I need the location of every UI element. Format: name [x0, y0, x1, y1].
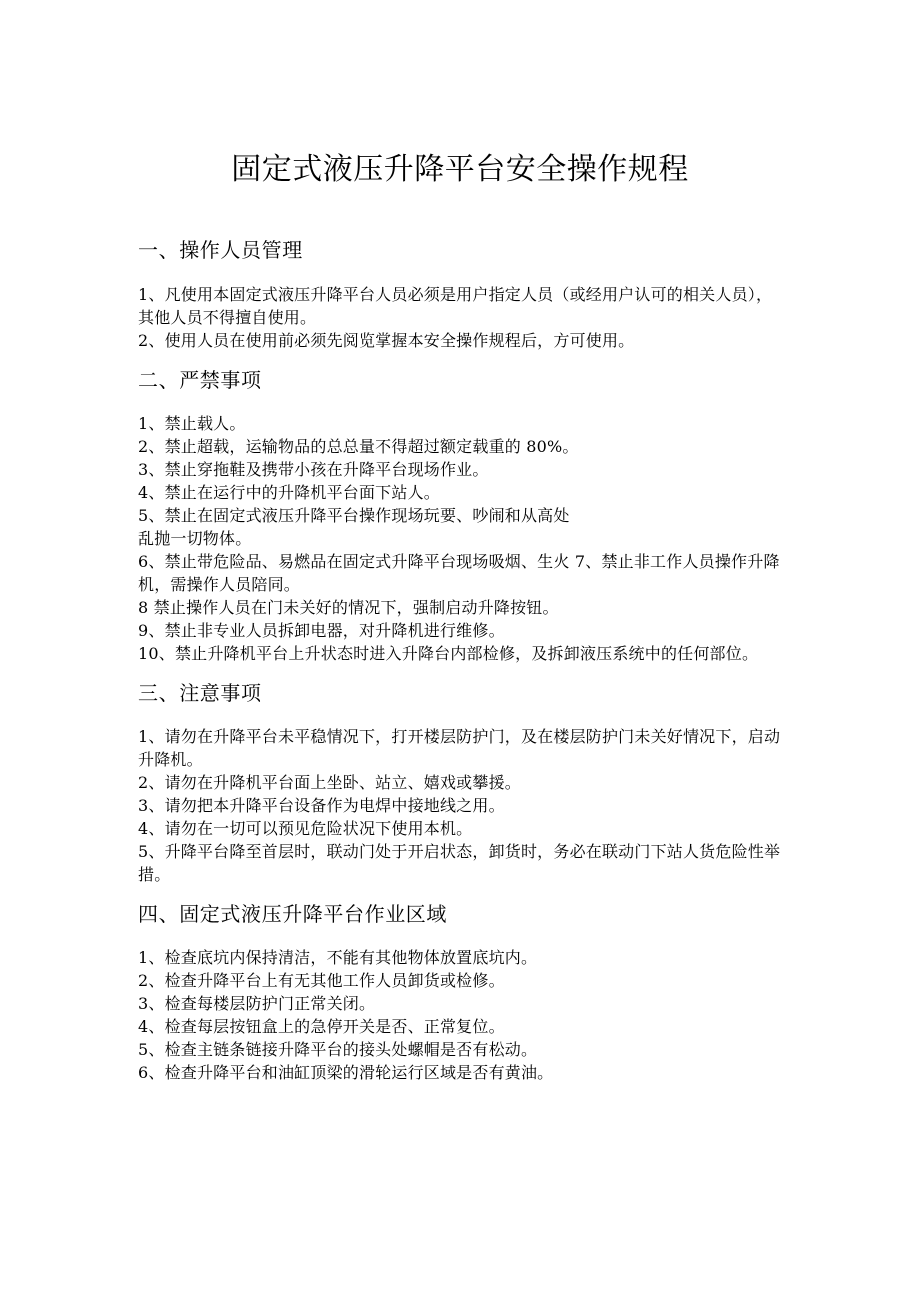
- list-item: 1、请勿在升降平台未平稳情况下，打开楼层防护门，及在楼层防护门未关好情况下，启动升降机。: [138, 727, 781, 769]
- section-list: [138, 283, 783, 352]
- section-personnel-management: [138, 234, 783, 352]
- list-item: 4、禁止在运行中的升降机平台面下站人。: [138, 483, 440, 502]
- section-work-area: [138, 898, 783, 1084]
- list-item: 2、检查升降平台上有无其他工作人员卸货或检修。: [138, 971, 505, 990]
- section-heading: 三、注意事项: [138, 681, 262, 705]
- section-prohibited-items: [138, 364, 783, 665]
- list-item: 3、请勿把本升降平台设备作为电焊中接地线之用。: [138, 796, 505, 815]
- section-list: [138, 725, 783, 886]
- section-heading: 四、固定式液压升降平台作业区域: [138, 902, 447, 926]
- list-item: 5、禁止在固定式液压升降平台操作现场玩要、吵闹和从高处: [138, 506, 570, 525]
- list-item: 5、检查主链条链接升降平台的接头处螺帽是否有松动。: [138, 1040, 538, 1059]
- list-item: 8 禁止操作人员在门未关好的情况下，强制启动升降按钮。: [138, 598, 559, 617]
- list-item: 5、升降平台降至首层时，联动门处于开启状态，卸货时，务必在联动门下站人货危险性举措。: [138, 842, 781, 884]
- document-title: 固定式液压升降平台安全操作规程: [231, 152, 689, 187]
- section-heading: 二、严禁事项: [138, 368, 262, 392]
- section-list: [138, 412, 783, 665]
- list-item: 4、请勿在一切可以预见危险状况下使用本机。: [138, 819, 473, 838]
- list-item: 4、检查每层按钮盒上的急停开关是否、正常复位。: [138, 1017, 505, 1036]
- list-item: 2、请勿在升降机平台面上坐卧、站立、嬉戏或攀援。: [138, 773, 521, 792]
- list-item: 10、禁止升降机平台上升状态时进入升降台内部检修，及拆卸液压系统中的任何部位。: [138, 644, 759, 663]
- list-item: 1、检查底坑内保持清洁，不能有其他物体放置底坑内。: [138, 948, 538, 967]
- section-heading: 一、操作人员管理: [138, 238, 303, 262]
- list-item: 3、禁止穿拖鞋及携带小孩在升降平台现场作业。: [138, 460, 489, 479]
- section-list: [138, 946, 783, 1084]
- list-item: 6、禁止带危险品、易燃品在固定式升降平台现场吸烟、生火 7、禁止非工作人员操作升降机，需操作人员陪同。: [138, 552, 780, 594]
- list-item: 3、检查每楼层防护门正常关闭。: [138, 994, 376, 1013]
- list-item: 1、凡使用本固定式液压升降平台人员必须是用户指定人员（或经用户认可的相关人员），其他人员不得擅自使用。: [138, 285, 773, 327]
- list-item: 2、使用人员在使用前必须先阅览掌握本安全操作规程后，方可使用。: [138, 331, 635, 350]
- list-item: 1、禁止载人。: [138, 414, 246, 433]
- list-item: 乱抛一切物体。: [138, 529, 252, 548]
- list-item: 9、禁止非专业人员拆卸电器，对升降机进行维修。: [138, 621, 505, 640]
- list-item: 6、检查升降平台和油缸顶梁的滑轮运行区域是否有黄油。: [138, 1063, 554, 1082]
- section-precautions: [138, 677, 783, 886]
- list-item: 2、禁止超载，运输物品的总总量不得超过额定载重的 80%。: [138, 437, 579, 456]
- document-body: [138, 234, 783, 1084]
